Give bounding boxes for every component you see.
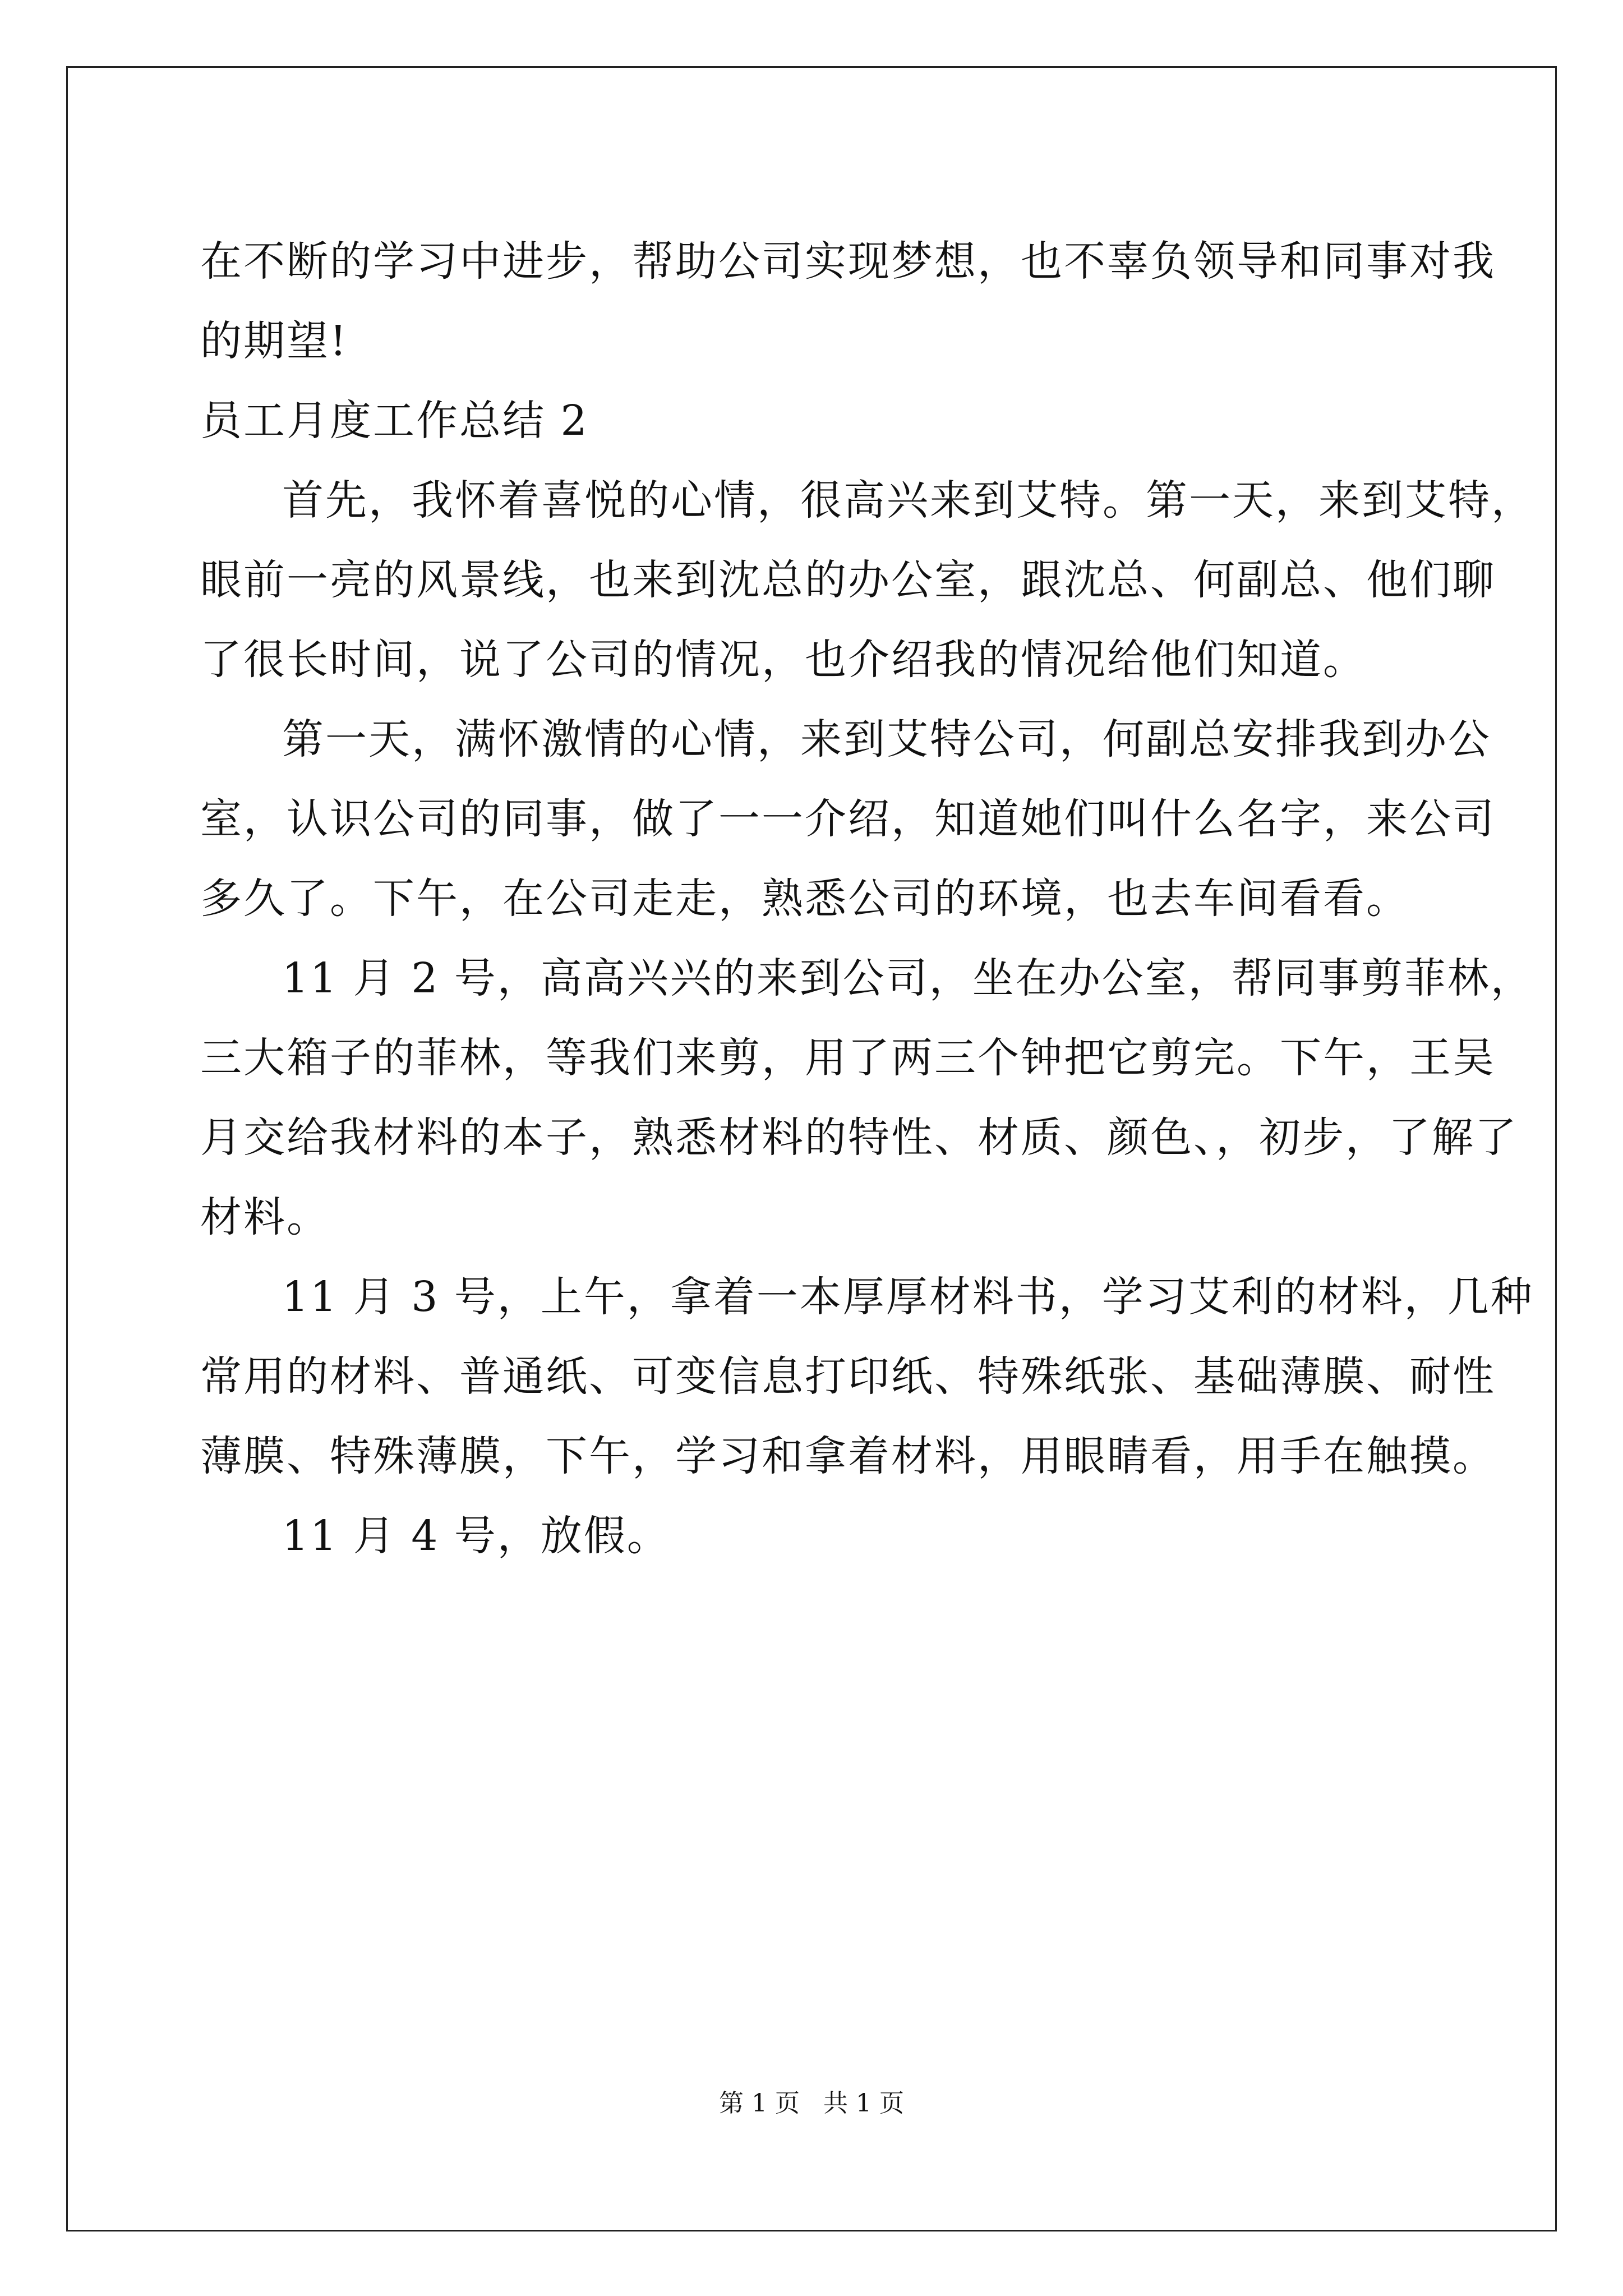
document-body bbox=[200, 222, 1534, 1576]
text-line: 第一天，满怀激情的心情，来到艾特公司，何副总安排我到办公 bbox=[282, 715, 1491, 763]
page-total: 共 1 页 bbox=[823, 2089, 904, 2118]
text-line: 眼前一亮的风景线，也来到沈总的办公室，跟沈总、何副总、他们聊 bbox=[200, 556, 1496, 604]
text-line: 室，认识公司的同事，做了一一介绍，知道她们叫什么名字，来公司 bbox=[200, 795, 1496, 843]
text-line: 11 月 3 号，上午，拿着一本厚厚材料书，学习艾利的材料，几种 bbox=[282, 1273, 1534, 1321]
text-line: 11 月 2 号，高高兴兴的来到公司，坐在办公室，帮同事剪菲林， bbox=[282, 954, 1534, 1002]
text-line: 的期望! bbox=[200, 317, 348, 365]
text-line: 薄膜、特殊薄膜，下午，学习和拿着材料，用眼睛看，用手在触摸。 bbox=[200, 1432, 1496, 1480]
page-footer bbox=[0, 2087, 1623, 2120]
text-line: 月交给我材料的本子，熟悉材料的特性、材质、颜色、，初步，了解了 bbox=[200, 1114, 1518, 1162]
text-line: 在不断的学习中进步，帮助公司实现梦想，也不辜负领导和同事对我 bbox=[200, 237, 1496, 286]
text-line: 了很长时间，说了公司的情况，也介绍我的情况给他们知道。 bbox=[200, 636, 1366, 684]
text-line: 常用的材料、普通纸、可变信息打印纸、特殊纸张、基础薄膜、耐性 bbox=[200, 1352, 1496, 1401]
text-line: 首先，我怀着喜悦的心情，很高兴来到艾特。第一天，来到艾特， bbox=[282, 476, 1534, 524]
text-line: 三大箱子的菲林，等我们来剪，用了两三个钟把它剪完。下午，王吴 bbox=[200, 1034, 1496, 1082]
text-line: 材料。 bbox=[200, 1193, 330, 1241]
text-line: 多久了。下午，在公司走走，熟悉公司的环境，也去车间看看。 bbox=[200, 875, 1409, 923]
section-heading: 员工月度工作总结 2 bbox=[200, 397, 589, 445]
page-number: 第 1 页 bbox=[719, 2089, 800, 2118]
text-line: 11 月 4 号，放假。 bbox=[282, 1512, 670, 1560]
